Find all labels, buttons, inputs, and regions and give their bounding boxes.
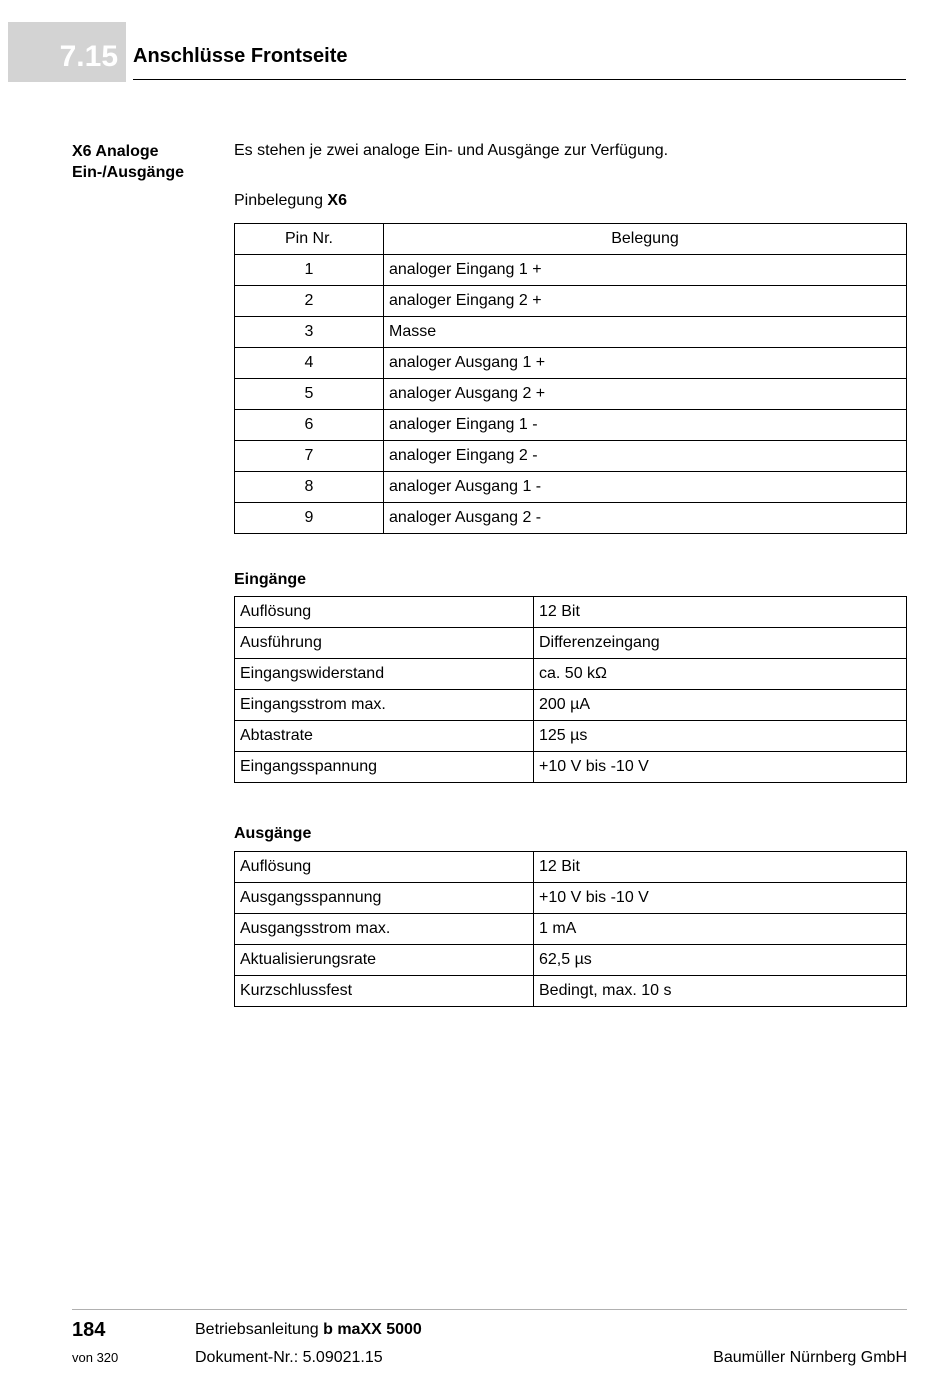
table-cell-value: +10 V bis -10 V <box>534 883 907 914</box>
table-row <box>235 690 907 721</box>
table-row <box>235 441 907 472</box>
table-cell-value: 200 µA <box>534 690 907 721</box>
table-cell-key: 3 <box>235 317 384 348</box>
table-cell-value: ca. 50 kΩ <box>534 659 907 690</box>
pin-caption-prefix: Pinbelegung <box>234 192 323 209</box>
table-row <box>235 914 907 945</box>
pin-caption-connector: X6 <box>327 192 347 209</box>
inputs-spec-table <box>234 596 907 783</box>
page-total: von 320 <box>72 1350 119 1365</box>
section-side-label <box>72 141 184 183</box>
table-cell-key: Ausführung <box>235 628 534 659</box>
table-cell-value: analoger Eingang 1 + <box>384 255 907 286</box>
manual-prefix: Betriebsanleitung <box>195 1321 319 1338</box>
column-header-pin: Pin Nr. <box>235 224 384 255</box>
footer-divider <box>72 1309 907 1310</box>
chapter-number: 7.15 <box>59 40 118 73</box>
table-row <box>235 503 907 534</box>
table-cell-value: analoger Ausgang 2 + <box>384 379 907 410</box>
table-cell-key: Ausgangsstrom max. <box>235 914 534 945</box>
table-cell-key: 9 <box>235 503 384 534</box>
table-row <box>235 597 907 628</box>
side-label-line-2: Ein-/Ausgänge <box>72 164 185 181</box>
table-row <box>235 976 907 1007</box>
column-header-assignment: Belegung <box>384 224 907 255</box>
table-cell-value: Bedingt, max. 10 s <box>534 976 907 1007</box>
manual-product: b maXX 5000 <box>323 1321 422 1338</box>
table-row <box>235 945 907 976</box>
table-cell-value: analoger Ausgang 1 + <box>384 348 907 379</box>
table-row <box>235 255 907 286</box>
table-cell-key: Auflösung <box>235 597 534 628</box>
table-row <box>235 721 907 752</box>
table-cell-key: 2 <box>235 286 384 317</box>
table-cell-key: 1 <box>235 255 384 286</box>
table-row <box>235 286 907 317</box>
table-cell-key: Eingangsstrom max. <box>235 690 534 721</box>
table-row <box>235 379 907 410</box>
table-cell-key: Ausgangsspannung <box>235 883 534 914</box>
table-cell-value: analoger Ausgang 1 - <box>384 472 907 503</box>
table-cell-key: Eingangswiderstand <box>235 659 534 690</box>
table-cell-value: analoger Eingang 2 + <box>384 286 907 317</box>
table-cell-value: analoger Eingang 2 - <box>384 441 907 472</box>
document-number: Dokument-Nr.: 5.09021.15 <box>195 1349 383 1366</box>
table-cell-key: 5 <box>235 379 384 410</box>
table-cell-key: 6 <box>235 410 384 441</box>
table-cell-key: 4 <box>235 348 384 379</box>
table-cell-key: Abtastrate <box>235 721 534 752</box>
side-label-line-1: X6 Analoge <box>72 143 159 160</box>
table-cell-value: Differenzeingang <box>534 628 907 659</box>
table-cell-value: +10 V bis -10 V <box>534 752 907 783</box>
table-header-row <box>235 224 907 255</box>
table-row <box>235 883 907 914</box>
page-number: 184 <box>72 1319 106 1341</box>
company-name: Baumüller Nürnberg GmbH <box>713 1349 907 1366</box>
outputs-spec-table <box>234 851 907 1007</box>
chapter-title: Anschlüsse Frontseite <box>133 45 348 67</box>
table-row <box>235 410 907 441</box>
table-cell-value: 125 µs <box>534 721 907 752</box>
pin-assignment-table <box>234 223 907 534</box>
outputs-heading: Ausgänge <box>234 825 312 842</box>
table-row <box>235 752 907 783</box>
table-cell-key: 8 <box>235 472 384 503</box>
table-cell-key: Auflösung <box>235 852 534 883</box>
table-cell-key: 7 <box>235 441 384 472</box>
table-cell-value: 12 Bit <box>534 597 907 628</box>
inputs-heading: Eingänge <box>234 571 307 588</box>
table-cell-key: Aktualisierungsrate <box>235 945 534 976</box>
table-cell-key: Kurzschlussfest <box>235 976 534 1007</box>
table-row <box>235 852 907 883</box>
manual-title <box>195 1321 422 1339</box>
table-cell-key: Eingangsspannung <box>235 752 534 783</box>
table-row <box>235 628 907 659</box>
intro-text: Es stehen je zwei analoge Ein- und Ausgänge zur Verfügung. <box>234 142 669 159</box>
table-cell-value: 1 mA <box>534 914 907 945</box>
table-cell-value: 62,5 µs <box>534 945 907 976</box>
header-divider <box>133 79 906 80</box>
pin-table-caption <box>234 192 347 210</box>
table-cell-value: Masse <box>384 317 907 348</box>
table-cell-value: 12 Bit <box>534 852 907 883</box>
table-row <box>235 317 907 348</box>
table-row <box>235 348 907 379</box>
table-cell-value: analoger Eingang 1 - <box>384 410 907 441</box>
table-row <box>235 472 907 503</box>
table-row <box>235 659 907 690</box>
table-cell-value: analoger Ausgang 2 - <box>384 503 907 534</box>
